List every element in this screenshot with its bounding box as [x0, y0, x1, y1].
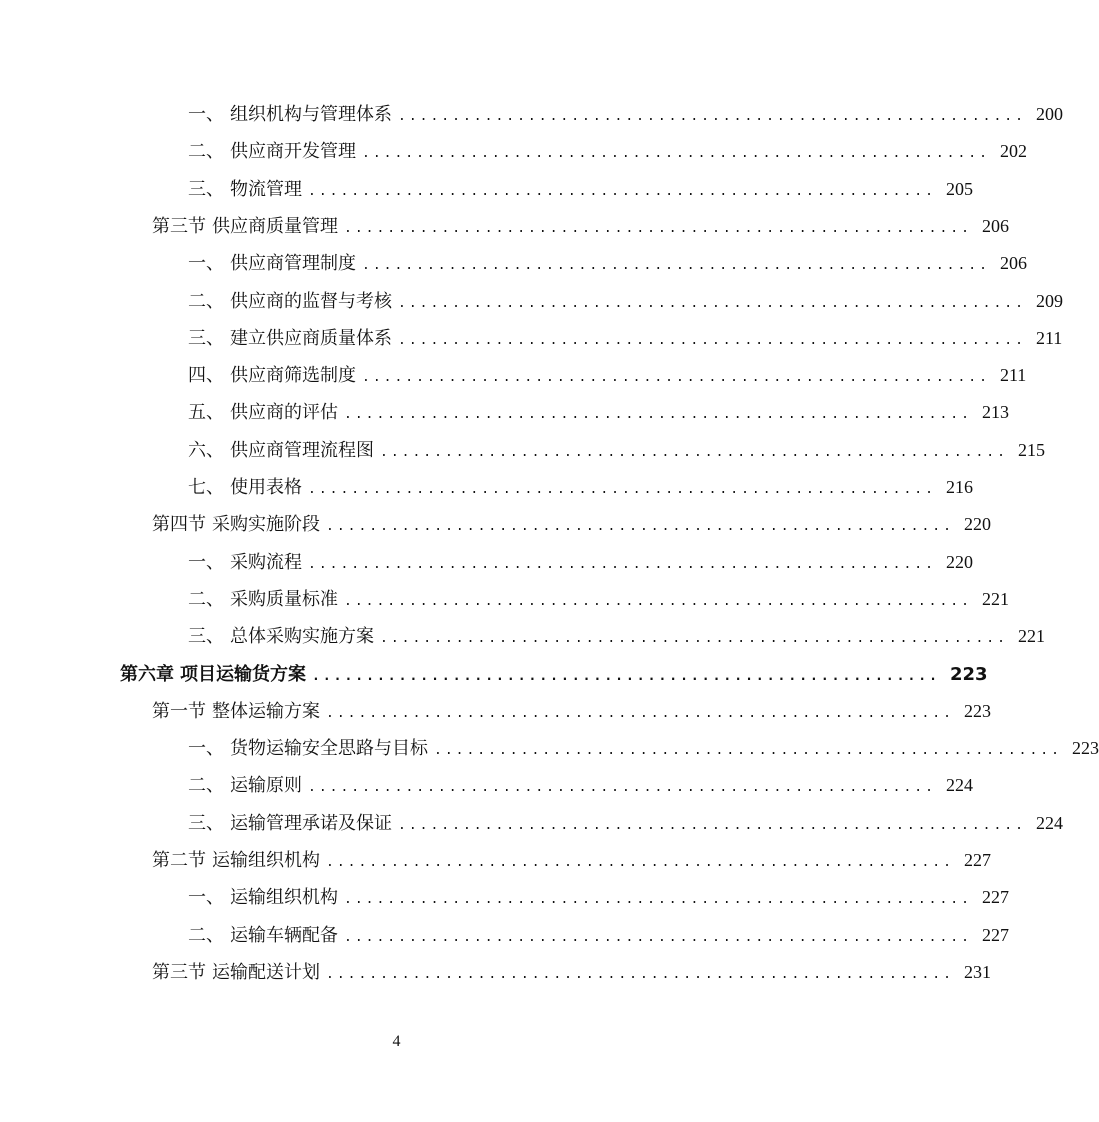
toc-entry-title: 运输原则	[230, 775, 302, 797]
toc-entry-page: 202	[999, 141, 1027, 162]
dot-leader: ..........................................................	[362, 370, 990, 386]
dot-leader: ..........................................................	[326, 855, 954, 870]
dot-leader: ..........................................................	[380, 631, 1008, 647]
toc-entry-page: 231	[963, 961, 991, 982]
toc-entry-number: 一、	[188, 551, 224, 573]
toc-entry-item[interactable]	[188, 398, 1009, 435]
toc-entry-item[interactable]	[188, 100, 1063, 137]
toc-entry-page: 206	[999, 253, 1027, 274]
toc-entry-section[interactable]	[152, 212, 1009, 249]
dot-leader: ..........................................................	[344, 593, 972, 609]
toc-entry-number: 一、	[188, 253, 224, 275]
toc-entry-section[interactable]	[152, 510, 991, 547]
toc-entry-title: 采购质量标准	[230, 588, 338, 610]
toc-entry-item[interactable]	[188, 734, 1099, 771]
toc-entry-page: 215	[1017, 439, 1045, 460]
toc-entry-title: 货物运输安全思路与目标	[230, 738, 428, 760]
dot-leader: ..........................................................	[434, 743, 1062, 759]
toc-entry-title: 供应商管理流程图	[230, 439, 374, 461]
toc-entry-page: 205	[945, 178, 973, 199]
toc-entry-number: 第三节	[152, 961, 206, 983]
toc-entry-item[interactable]	[188, 921, 1009, 958]
toc-entry-item[interactable]	[188, 361, 1027, 398]
toc-entry-page: 221	[981, 588, 1009, 609]
toc-entry-item[interactable]	[188, 287, 1063, 324]
toc-entry-item[interactable]	[188, 436, 1045, 473]
toc-entry-number: 二、	[188, 141, 224, 163]
toc-entry-number: 第三节	[152, 215, 206, 237]
toc-entry-page: 227	[981, 924, 1009, 945]
toc-entry-title: 运输组织机构	[212, 850, 320, 871]
dot-leader: ..........................................................	[308, 556, 936, 572]
toc-entry-title: 运输管理承诺及保证	[230, 812, 392, 834]
toc-entry-page: 211	[999, 365, 1027, 386]
toc-entry-item[interactable]	[188, 622, 1045, 659]
toc-entry-page: 216	[945, 477, 973, 497]
dot-leader: ..........................................................	[308, 780, 936, 796]
dot-leader: ..........................................................	[398, 109, 1026, 124]
toc-entry-page: 223	[963, 700, 991, 721]
toc-entry-title: 运输组织机构	[230, 887, 338, 909]
toc-entry-title: 供应商的监督与考核	[230, 290, 392, 312]
toc-entry-page: 221	[1017, 626, 1045, 647]
dot-leader: ..........................................................	[344, 407, 972, 423]
toc-entry-title: 运输车辆配备	[230, 924, 338, 946]
dot-leader: ..........................................................	[398, 817, 1026, 833]
dot-leader: ..........................................................	[344, 220, 972, 236]
toc-entry-title: 组织机构与管理体系	[230, 104, 392, 125]
toc-entry-title: 物流管理	[230, 178, 302, 200]
toc-entry-title: 建立供应商质量体系	[230, 327, 392, 349]
page-number: 4	[392, 1033, 401, 1050]
toc-entry-title: 供应商质量管理	[212, 215, 338, 237]
toc-entry-title: 采购实施阶段	[212, 514, 320, 536]
toc-entry-item[interactable]	[188, 137, 1027, 174]
toc-entry-number: 第六章	[120, 663, 174, 685]
toc-entry-item[interactable]	[188, 324, 1063, 361]
toc-entry-title: 总体采购实施方案	[230, 626, 374, 648]
toc-entry-page: 223	[1071, 738, 1099, 759]
toc-entry-page: 227	[963, 850, 991, 870]
toc-entry-page: 224	[945, 775, 973, 796]
dot-leader: ..........................................................	[398, 332, 1026, 348]
toc-entry-page: 200	[1035, 104, 1063, 124]
dot-leader: ..........................................................	[362, 146, 990, 162]
toc-entry-page: 206	[981, 215, 1009, 236]
dot-leader: ..........................................................	[398, 295, 1026, 311]
toc-entry-title: 供应商的评估	[230, 402, 338, 424]
toc-entry-title: 使用表格	[230, 477, 302, 498]
toc-entry-number: 一、	[188, 738, 224, 760]
toc-entry-number: 第二节	[152, 850, 206, 871]
dot-leader: ..........................................................	[326, 966, 954, 982]
toc-entry-item[interactable]	[188, 548, 973, 585]
toc-entry-number: 三、	[188, 626, 224, 648]
toc-entry-item[interactable]	[188, 473, 973, 510]
toc-entry-title: 供应商筛选制度	[230, 365, 356, 387]
toc-entry-number: 三、	[188, 327, 224, 349]
toc-entry-number: 二、	[188, 924, 224, 946]
toc-entry-number: 一、	[188, 104, 224, 125]
toc-entry-title: 整体运输方案	[212, 700, 320, 722]
toc-entry-number: 七、	[188, 477, 224, 498]
toc-entry-item[interactable]	[188, 585, 1009, 622]
toc-entry-item[interactable]	[188, 249, 1027, 286]
toc-entry-number: 第一节	[152, 700, 206, 722]
toc-entry-number: 四、	[188, 365, 224, 387]
toc-entry-number: 五、	[188, 402, 224, 424]
toc-entry-title: 采购流程	[230, 551, 302, 573]
toc-entry-number: 三、	[188, 178, 224, 200]
toc-entry-page: 213	[981, 402, 1009, 423]
toc-entry-number: 第四节	[152, 514, 206, 536]
toc-entry-page: 224	[1035, 812, 1063, 833]
toc-entry-page: 211	[1035, 327, 1063, 348]
toc-entry-number: 一、	[188, 887, 224, 909]
dot-leader: ..........................................................	[344, 929, 972, 945]
toc-entry-item[interactable]	[188, 175, 973, 212]
toc-entry-item[interactable]	[188, 883, 1009, 920]
dot-leader: ..........................................................	[308, 482, 936, 497]
toc-entry-title: 项目运输货方案	[180, 663, 306, 685]
toc-entry-page: 227	[981, 887, 1009, 908]
toc-entry-number: 二、	[188, 775, 224, 797]
toc-entry-item[interactable]	[188, 809, 1063, 846]
toc-entry-item[interactable]	[188, 771, 973, 808]
toc-entry-section[interactable]	[152, 697, 991, 734]
toc-entry-number: 三、	[188, 812, 224, 834]
dot-leader: ..........................................................	[380, 444, 1008, 460]
dot-leader: ..........................................................	[326, 705, 954, 721]
toc-entry-page: 223	[949, 663, 988, 685]
toc-entry-title: 运输配送计划	[212, 961, 320, 983]
toc-entry-page: 209	[1035, 290, 1063, 311]
toc-entry-section[interactable]	[152, 958, 991, 995]
toc-entry-number: 六、	[188, 439, 224, 461]
toc-entry-number: 二、	[188, 588, 224, 610]
toc-entry-title: 供应商管理制度	[230, 253, 356, 275]
toc-entry-section[interactable]	[152, 846, 991, 883]
toc-entry-number: 二、	[188, 290, 224, 312]
dot-leader: ..........................................................	[326, 519, 954, 535]
toc-entry-title: 供应商开发管理	[230, 141, 356, 163]
toc-entry-page: 220	[963, 514, 991, 535]
dot-leader: ..........................................................	[312, 668, 940, 684]
toc-entry-page: 220	[945, 551, 973, 572]
dot-leader: ..........................................................	[362, 258, 990, 274]
dot-leader: ..........................................................	[344, 892, 972, 908]
toc-entry-chapter[interactable]	[120, 660, 988, 697]
dot-leader: ..........................................................	[308, 183, 936, 199]
